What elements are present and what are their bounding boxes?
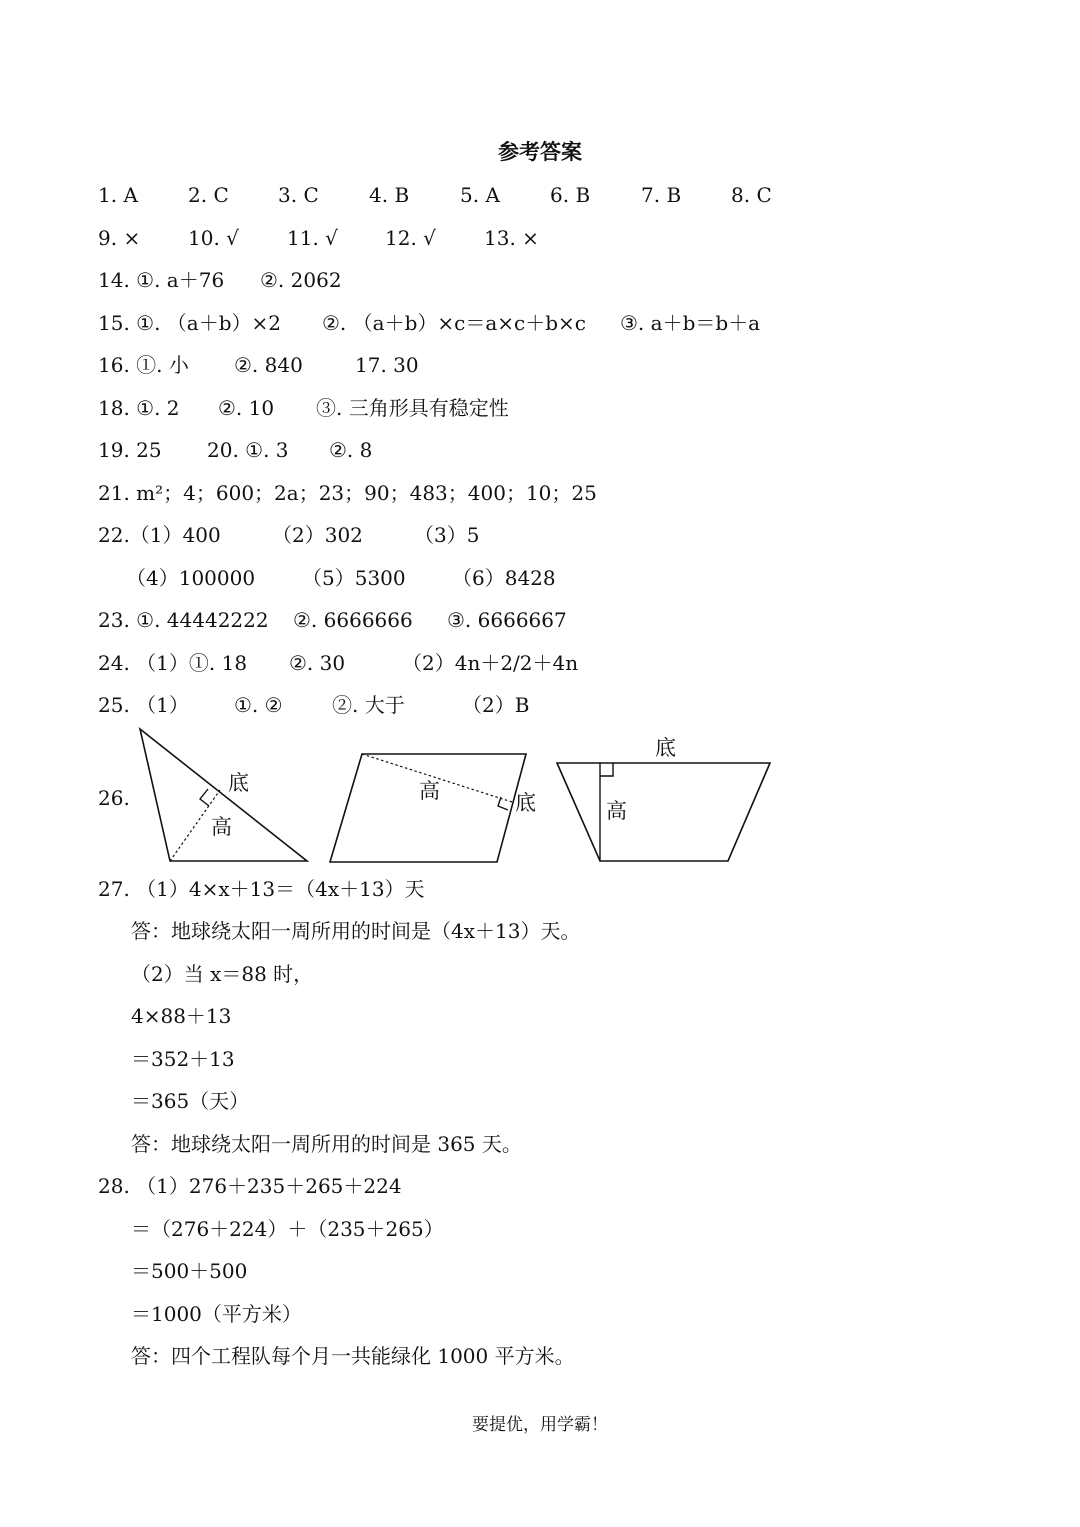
answer-27-line-2: 答：地球绕太阳一周所用的时间是（4x＋13）天。 bbox=[131, 919, 581, 943]
answer-25-4: （2）B bbox=[462, 693, 530, 717]
answer-25-3: ②. 大于 bbox=[332, 693, 405, 717]
answer-19: 19. 25 bbox=[98, 438, 162, 462]
answer-8: 8. C bbox=[731, 183, 772, 207]
answer-6: 6. B bbox=[550, 183, 591, 207]
answer-5: 5. A bbox=[460, 183, 500, 207]
answer-27-line-5: ＝352＋13 bbox=[131, 1047, 235, 1071]
answer-23-2: ②. 6666666 bbox=[293, 608, 413, 632]
answer-25-1: 25. （1） bbox=[98, 693, 189, 717]
answer-25-2: ①. ② bbox=[234, 693, 283, 717]
answer-18-2: ②. 10 bbox=[218, 396, 275, 420]
triangle-figure bbox=[140, 729, 307, 861]
answer-18-3: ③. 三角形具有稳定性 bbox=[316, 396, 509, 420]
answer-27-line-7: 答：地球绕太阳一周所用的时间是 365 天。 bbox=[131, 1132, 522, 1156]
triangle-base-label: 底 bbox=[228, 771, 249, 795]
answer-14-1: 14. ①. a＋76 bbox=[98, 268, 225, 292]
answer-16-2: ②. 840 bbox=[234, 353, 303, 377]
question-26-number: 26. bbox=[98, 786, 130, 810]
answer-22-2: （2）302 bbox=[272, 523, 363, 547]
answer-27-line-3: （2）当 x＝88 时， bbox=[131, 962, 314, 986]
answer-15-3: ③. a＋b＝b＋a bbox=[620, 311, 761, 335]
trapezoid-height-label: 高 bbox=[606, 799, 627, 823]
parallelogram-height-label: 高 bbox=[419, 779, 440, 803]
triangle-height-label: 高 bbox=[211, 815, 232, 839]
answer-21: 21. m²；4；600；2a；23；90；483；400；10；25 bbox=[98, 481, 597, 505]
answer-22-1: 22.（1）400 bbox=[98, 523, 221, 547]
trapezoid-figure bbox=[557, 736, 770, 861]
answer-16-1: 16. ①. 小 bbox=[98, 353, 189, 377]
answer-28-line-1: 28. （1）276＋235＋265＋224 bbox=[98, 1174, 402, 1198]
answer-23-1: 23. ①. 44442222 bbox=[98, 608, 269, 632]
answer-24-2: ②. 30 bbox=[289, 651, 346, 675]
answer-22-5: （5）5300 bbox=[302, 566, 406, 590]
page-footer: 要提优，用学霸！ bbox=[472, 1415, 608, 1435]
page-title: 参考答案 bbox=[498, 139, 582, 164]
answer-28-line-5: 答：四个工程队每个月一共能绿化 1000 平方米。 bbox=[131, 1344, 575, 1368]
answer-9: 9. × bbox=[98, 226, 141, 250]
answer-22-6: （6）8428 bbox=[452, 566, 556, 590]
answer-14-2: ②. 2062 bbox=[260, 268, 342, 292]
answer-22-3: （3）5 bbox=[414, 523, 480, 547]
parallelogram-figure bbox=[330, 754, 536, 862]
answer-27-line-4: 4×88＋13 bbox=[131, 1004, 232, 1028]
answer-28-line-2: ＝（276＋224）＋（235＋265） bbox=[131, 1217, 444, 1241]
answer-24-3: （2）4n＋2/2＋4n bbox=[402, 651, 579, 675]
answer-24-1: 24. （1）①. 18 bbox=[98, 651, 248, 675]
answer-27-line-1: 27. （1）4×x＋13＝（4x＋13）天 bbox=[98, 877, 425, 901]
answer-28-line-3: ＝500＋500 bbox=[131, 1259, 248, 1283]
answer-11: 11. √ bbox=[287, 226, 338, 250]
answer-27-line-6: ＝365（天） bbox=[131, 1089, 250, 1113]
answer-15-2: ②. （a＋b）×c＝a×c＋b×c bbox=[322, 311, 586, 335]
answer-7: 7. B bbox=[641, 183, 682, 207]
answer-22-4: （4）100000 bbox=[126, 566, 256, 590]
answer-28-line-4: ＝1000（平方米） bbox=[131, 1302, 302, 1326]
answer-18-1: 18. ①. 2 bbox=[98, 396, 180, 420]
trapezoid-base-label: 底 bbox=[655, 736, 676, 760]
answer-2: 2. C bbox=[188, 183, 229, 207]
parallelogram-base-label: 底 bbox=[515, 791, 536, 815]
answer-10: 10. √ bbox=[188, 226, 239, 250]
answer-17: 17. 30 bbox=[355, 353, 419, 377]
answer-20-2: ②. 8 bbox=[329, 438, 373, 462]
answer-20-1: 20. ①. 3 bbox=[207, 438, 289, 462]
answer-4: 4. B bbox=[369, 183, 410, 207]
answer-15-1: 15. ①. （a＋b）×2 bbox=[98, 311, 282, 335]
answer-1: 1. A bbox=[98, 183, 138, 207]
answer-3: 3. C bbox=[278, 183, 319, 207]
answer-12: 12. √ bbox=[385, 226, 436, 250]
answer-13: 13. × bbox=[484, 226, 539, 250]
answer-23-3: ③. 6666667 bbox=[447, 608, 567, 632]
